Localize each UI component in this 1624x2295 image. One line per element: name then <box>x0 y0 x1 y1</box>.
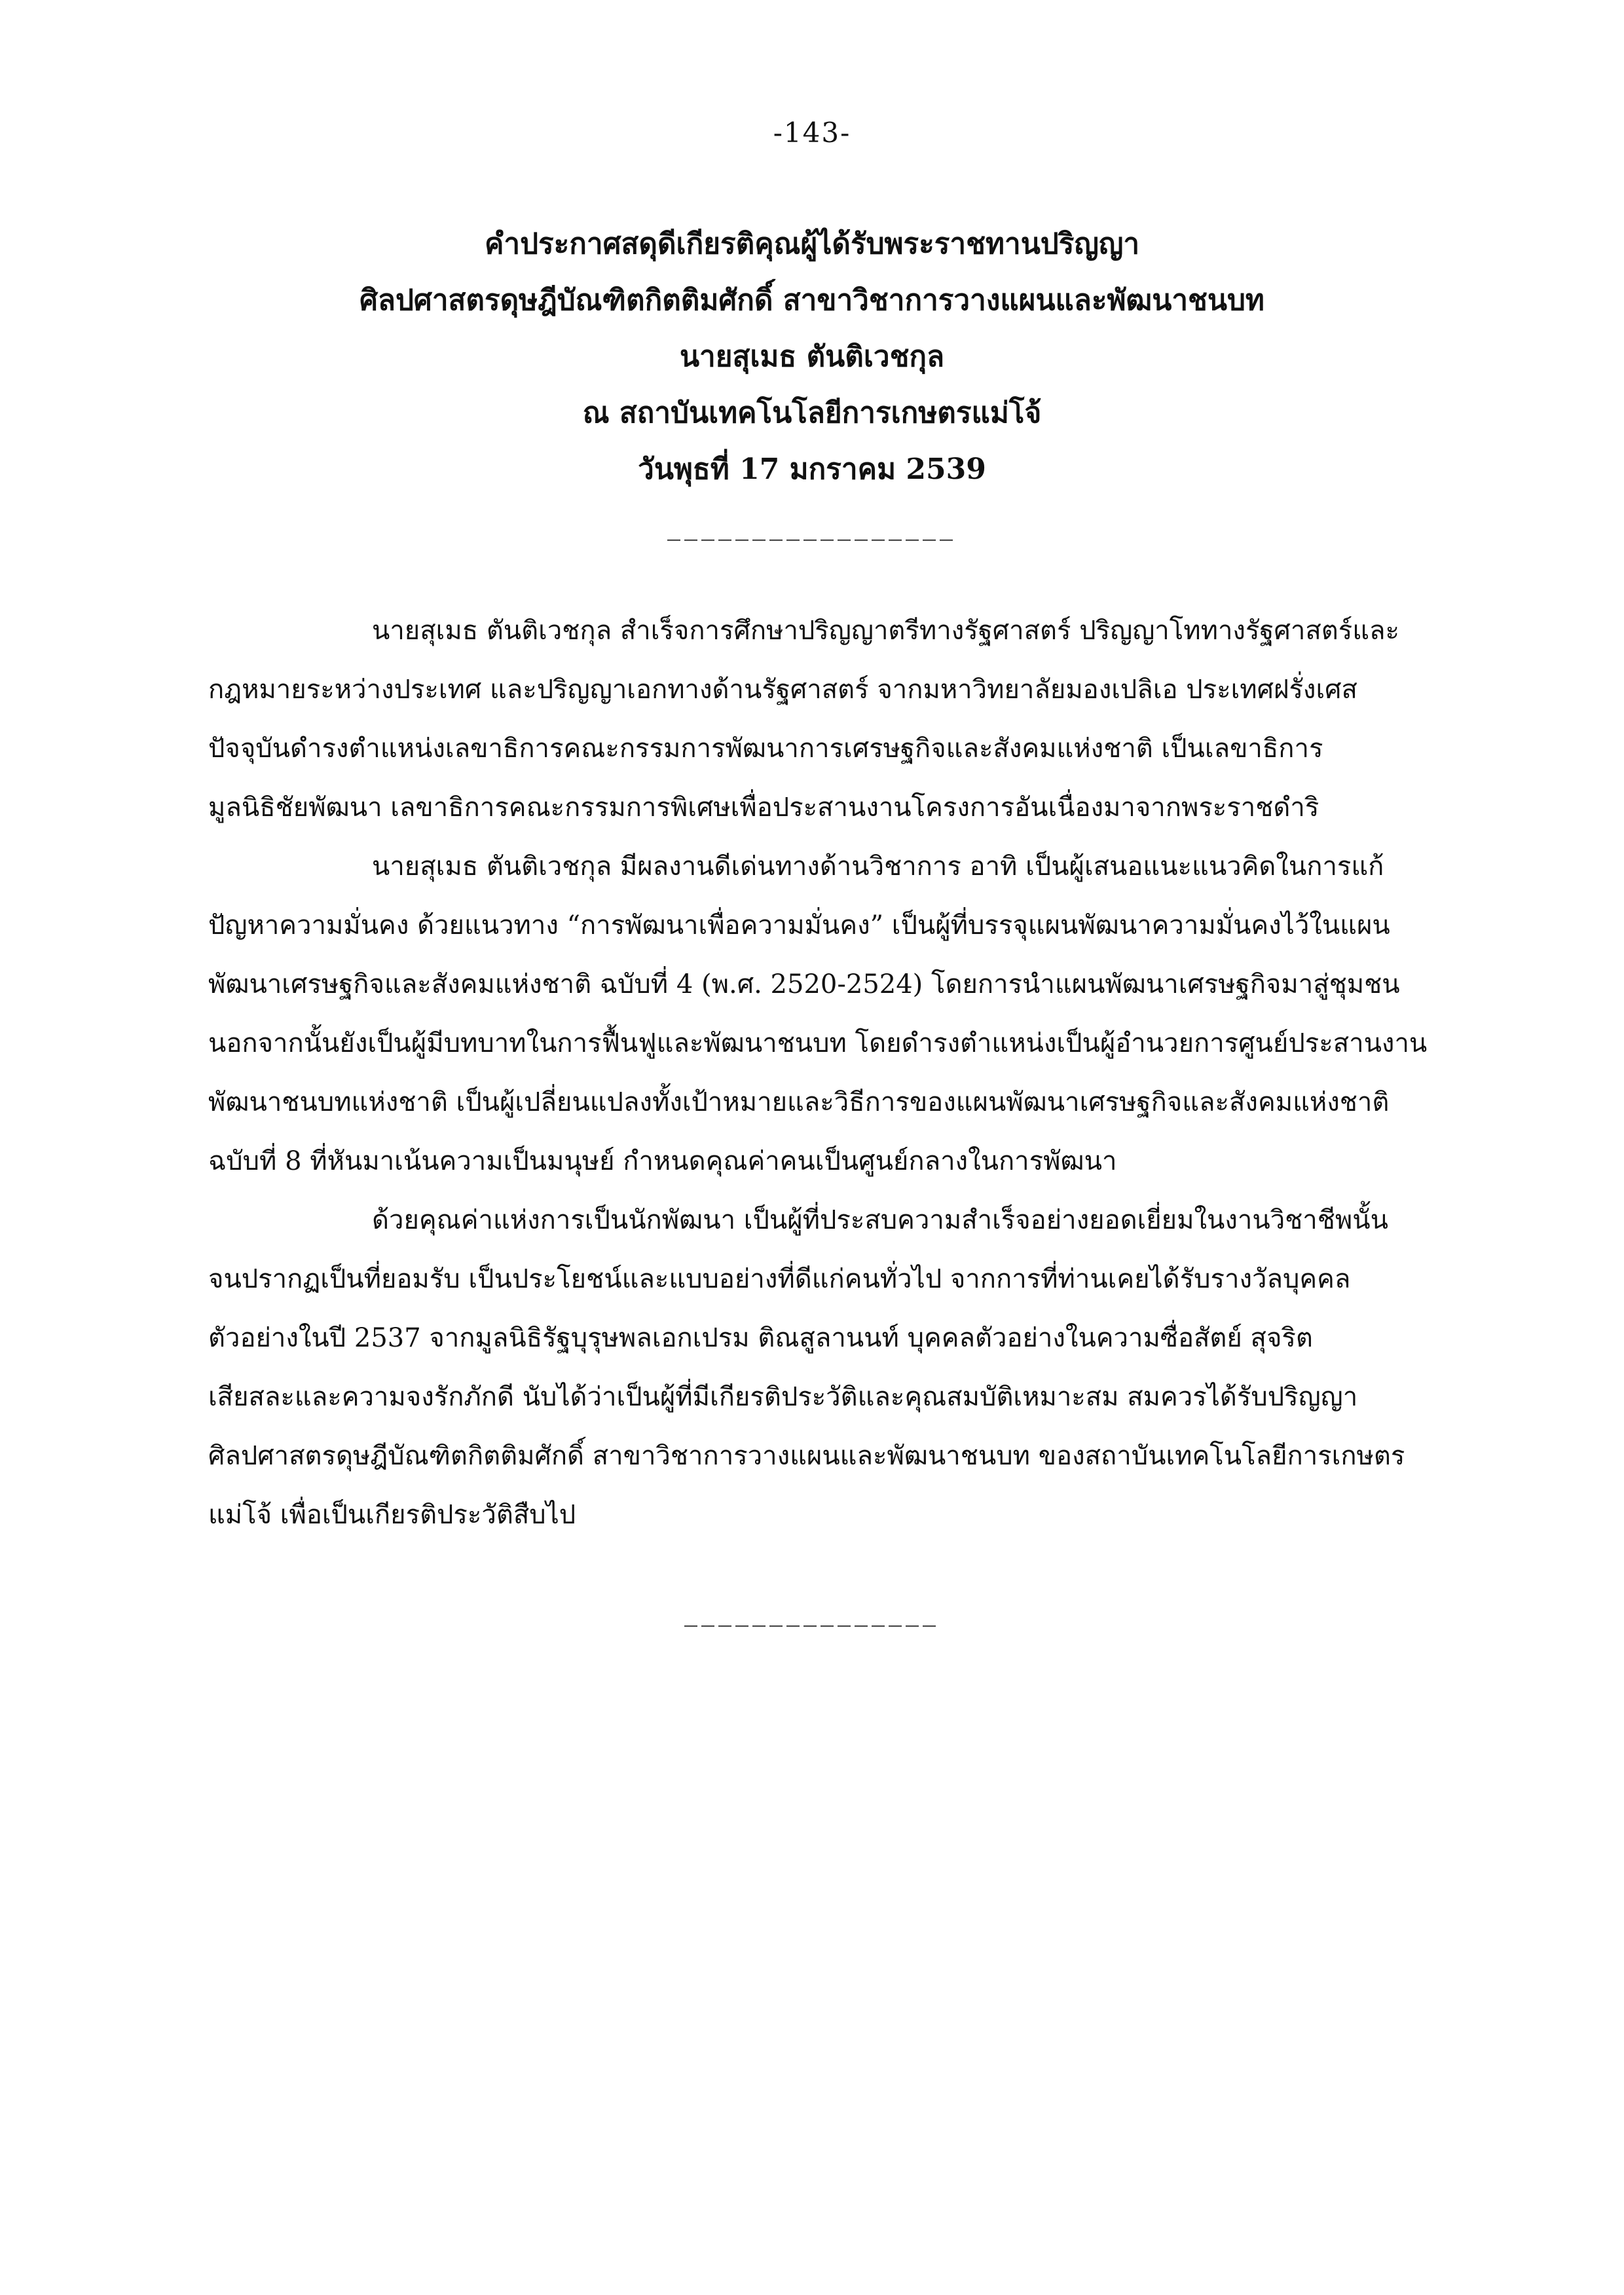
body-line: ปัจจุบันดำรงตำแหน่งเลขาธิการคณะกรรมการพัฒนาการเศรษฐกิจและสังคมแห่งชาติ เป็นเลขาธิการ <box>208 734 1323 764</box>
body-line: กฎหมายระหว่างประเทศ และปริญญาเอกทางด้านรัฐศาสตร์ จากมหาวิทยาลัยมองเปลิเอ ประเทศฝรั่งเศส <box>208 675 1357 705</box>
body-line: จนปรากฏเป็นที่ยอมรับ เป็นประโยชน์และแบบอย่างที่ดีแก่คนทั่วไป จากการที่ท่านเคยได้รับรางวัลบุคคล <box>208 1264 1351 1294</box>
body-line: พัฒนาชนบทแห่งชาติ เป็นผู้เปลี่ยนแปลงทั้งเป้าหมายและวิธีการของแผนพัฒนาเศรษฐกิจและสังคมแห่งชาติ <box>208 1087 1390 1117</box>
body-line: มูลนิธิชัยพัฒนา เลขาธิการคณะกรรมการพิเศษเพื่อประสานงานโครงการอันเนื่องมาจากพระราชดำริ <box>208 793 1320 823</box>
heading-divider: _________________ <box>667 511 957 541</box>
citation-body <box>208 601 1492 1544</box>
body-line: พัฒนาเศรษฐกิจและสังคมแห่งชาติ ฉบับที่ 4 (พ.ศ. 2520-2524) โดยการนำแผนพัฒนาเศรษฐกิจมาสู่ชุมชน <box>208 969 1400 999</box>
footer-divider: _______________ <box>684 1597 940 1627</box>
heading-line-degree: ศิลปศาสตรดุษฎีบัณฑิตกิตติมศักดิ์ สาขาวิชาการวางแผนและพัฒนาชนบท <box>360 284 1264 317</box>
heading-line-honoree: นายสุเมธ ตันติเวชกุล <box>679 340 945 373</box>
body-line: นายสุเมธ ตันติเวชกุล สำเร็จการศึกษาปริญญาตรีทางรัฐศาสตร์ ปริญญาโททางรัฐศาสตร์และ <box>372 616 1400 646</box>
heading-line-date: วันพุธที่ 17 มกราคม 2539 <box>638 453 986 486</box>
document-heading <box>223 216 1401 498</box>
body-line: ปัญหาความมั่นคง ด้วยแนวทาง “การพัฒนาเพื่อความมั่นคง” เป็นผู้ที่บรรจุแผนพัฒนาความมั่นคงไว้ในแผน <box>208 910 1390 941</box>
body-line: นอกจากนั้นยังเป็นผู้มีบทบาทในการฟื้นฟูและพัฒนาชนบท โดยดำรงตำแหน่งเป็นผู้อำนวยการศูนย์ประสานงาน <box>208 1028 1428 1058</box>
body-line: ตัวอย่างในปี 2537 จากมูลนิธิรัฐบุรุษพลเอกเปรม ติณสูลานนท์ บุคคลตัวอย่างในความซื่อสัตย์ สุจริต <box>208 1323 1313 1353</box>
body-line: นายสุเมธ ตันติเวชกุล มีผลงานดีเด่นทางด้านวิชาการ อาทิ เป็นผู้เสนอแนะแนวคิดในการแก้ <box>372 851 1384 882</box>
heading-line-title: คำประกาศสดุดีเกียรติคุณผู้ได้รับพระราชทานปริญญา <box>484 227 1140 261</box>
body-line: ด้วยคุณค่าแห่งการเป็นนักพัฒนา เป็นผู้ที่ประสบความสำเร็จอย่างยอดเยี่ยมในงานวิชาชีพนั้น <box>372 1205 1388 1235</box>
body-line: ศิลปศาสตรดุษฎีบัณฑิตกิตติมศักดิ์ สาขาวิชาการวางแผนและพัฒนาชนบท ของสถาบันเทคโนโลยีการเกษตร <box>208 1441 1405 1471</box>
body-line: แม่โจ้ เพื่อเป็นเกียรติประวัติสืบไป <box>208 1500 576 1530</box>
page-number: -143- <box>773 117 851 149</box>
body-line: ฉบับที่ 8 ที่หันมาเน้นความเป็นมนุษย์ กำหนดคุณค่าคนเป็นศูนย์กลางในการพัฒนา <box>208 1146 1117 1176</box>
heading-line-institution: ณ สถาบันเทคโนโลยีการเกษตรแม่โจ้ <box>582 396 1042 430</box>
body-line: เสียสละและความจงรักภักดี นับได้ว่าเป็นผู้ที่มีเกียรติประวัติและคุณสมบัติเหมาะสม สมควรได้รับปริญญา <box>208 1382 1358 1412</box>
